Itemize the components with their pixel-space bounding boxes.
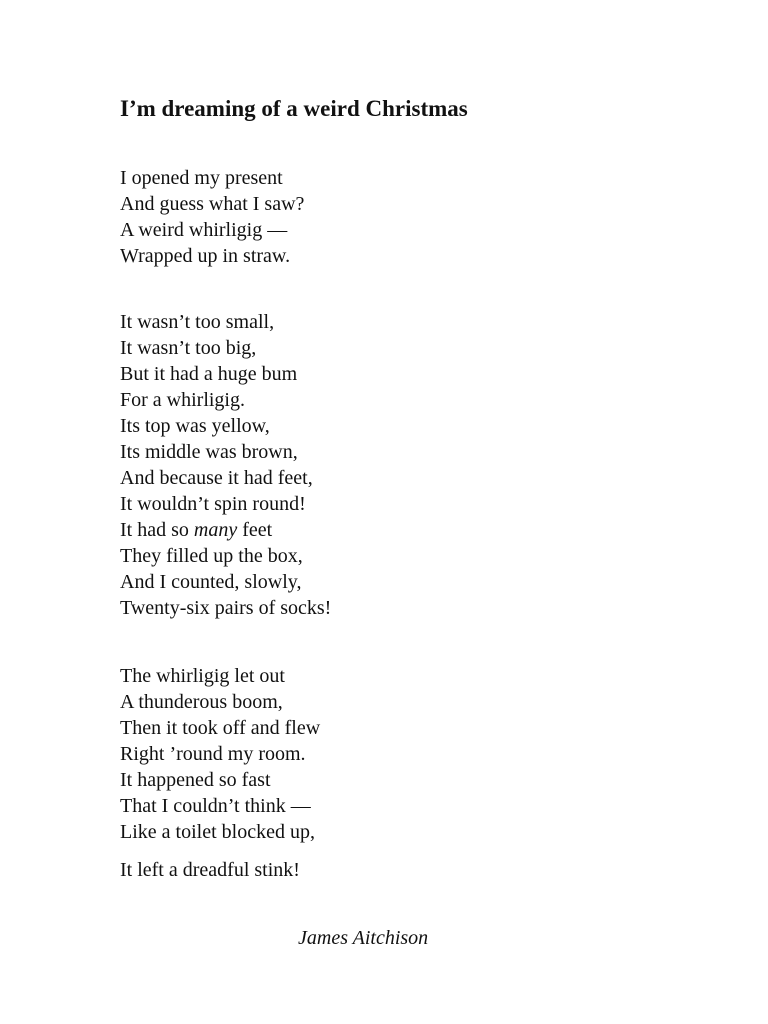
poem-line: It wasn’t too small,	[120, 311, 275, 333]
poem-line: And because it had feet,	[120, 467, 313, 489]
poem-final-line: It left a dreadful stink!	[120, 859, 300, 881]
poem-line-end: feet	[237, 519, 273, 541]
poem-line: Wrapped up in straw.	[120, 245, 291, 267]
poem-line: And guess what I saw?	[120, 193, 305, 215]
poem-line: And I counted, slowly,	[120, 571, 302, 593]
poem-line: Its top was yellow,	[120, 415, 270, 437]
poem-line-emphasis	[120, 517, 331, 543]
poem-line: They filled up the box,	[120, 545, 303, 567]
poem-title: I’m dreaming of a weird Christmas	[120, 96, 468, 121]
poem-line-start: It had so	[120, 519, 194, 541]
poem-line: It happened so fast	[120, 769, 271, 791]
poem-line: Twenty-six pairs of socks!	[120, 597, 332, 619]
poem-line: Like a toilet blocked up,	[120, 821, 315, 843]
poem-author: James Aitchison	[298, 927, 429, 949]
stanza-1	[120, 165, 304, 269]
poem-line: Then it took off and flew	[120, 717, 321, 739]
poem-line: The whirligig let out	[120, 665, 285, 687]
poem-line: A thunderous boom,	[120, 691, 283, 713]
stanza-2	[120, 309, 331, 621]
poem-line: Right ’round my room.	[120, 743, 306, 765]
poem-line: Its middle was brown,	[120, 441, 298, 463]
poem-line: That I couldn’t think —	[120, 795, 311, 817]
poem-line: A weird whirligig —	[120, 219, 288, 241]
poem-line: It wasn’t too big,	[120, 337, 257, 359]
emphasized-word: many	[193, 519, 238, 541]
poem-line: I opened my present	[120, 167, 283, 189]
poem-line: For a whirligig.	[120, 389, 245, 411]
poem-line: It wouldn’t spin round!	[120, 493, 306, 515]
poem-line: But it had a huge bum	[120, 363, 298, 385]
stanza-3	[120, 663, 320, 845]
